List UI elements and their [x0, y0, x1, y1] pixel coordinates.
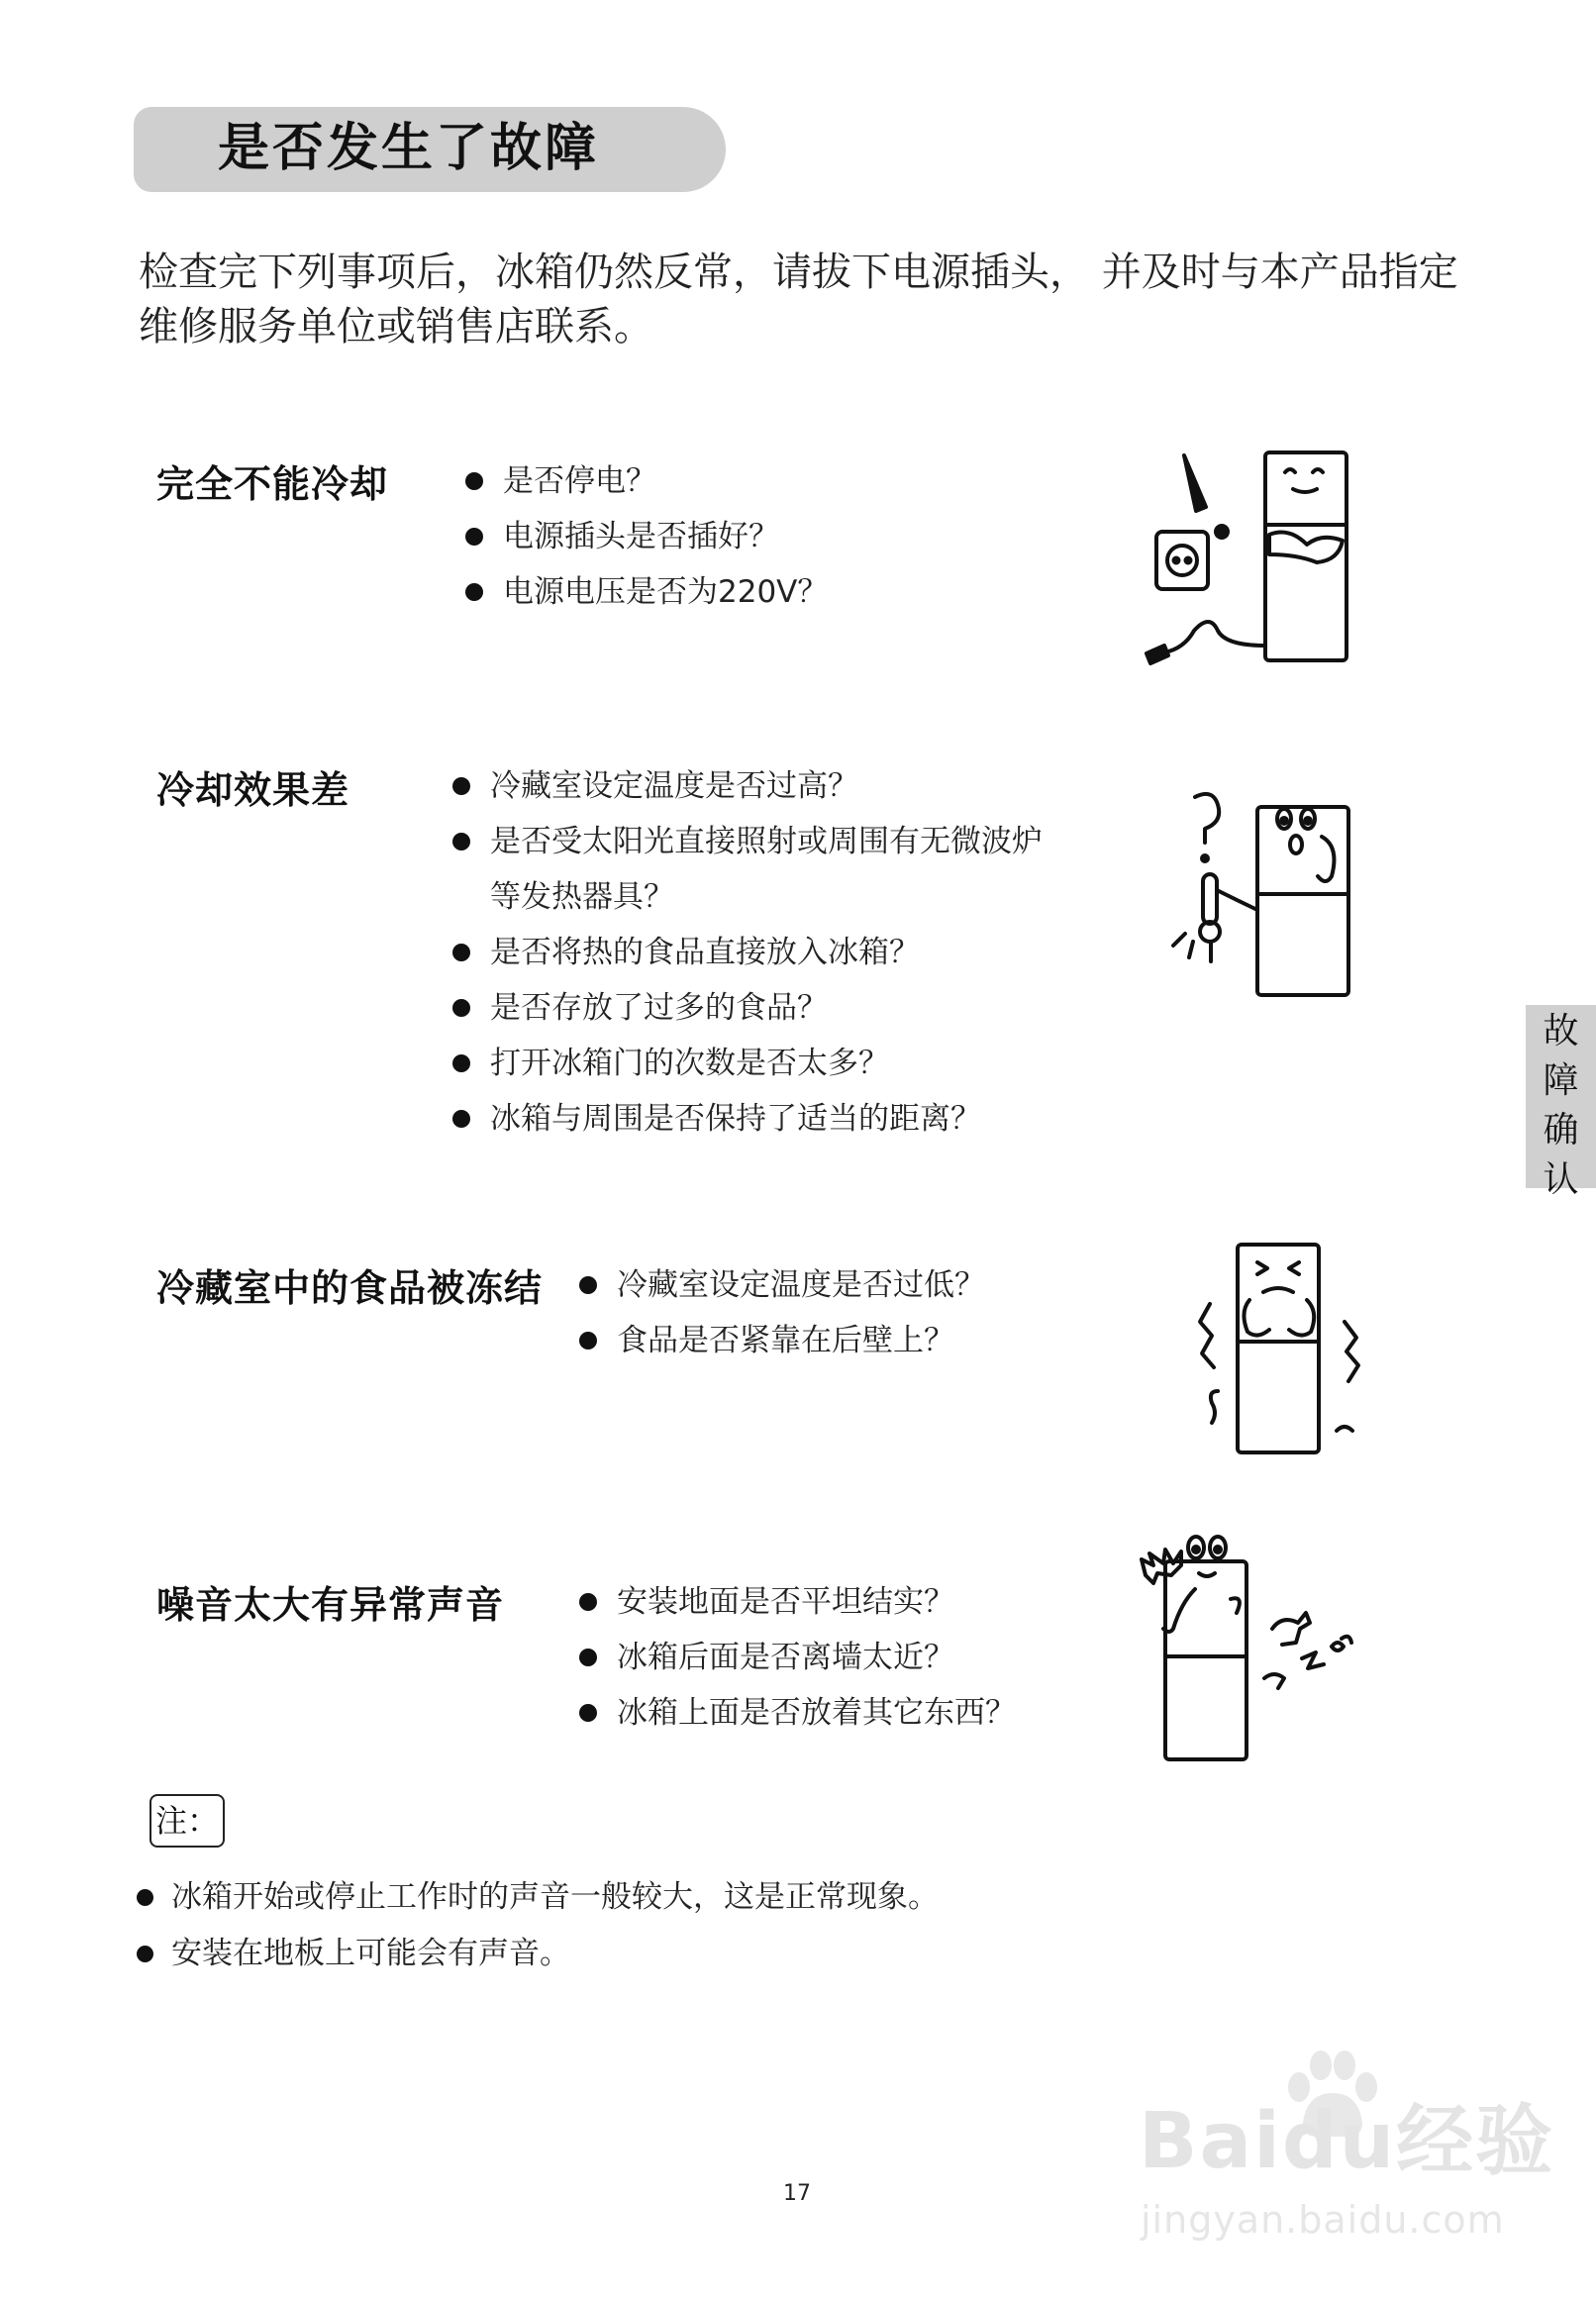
list-item: 是否受太阳光直接照射或周围有无微波炉 [452, 814, 1043, 869]
bullet-dot [137, 1946, 153, 1962]
bullet-dot [452, 777, 470, 795]
checklist-food-frozen [579, 1257, 985, 1368]
note-item: 安装在地板上可能会有声音。 [137, 1926, 939, 1982]
intro-line-2: 维修服务单位或销售店联系。 [139, 304, 653, 350]
list-item: 是否停电？ [465, 453, 828, 509]
note-item: 冰箱开始或停止工作时的声音一般较大，这是正常现象。 [137, 1869, 939, 1926]
section-title-food-frozen: 冷藏室中的食品被冻结 [156, 1266, 544, 1310]
intro-paragraph [139, 246, 1505, 354]
bullet-dot [452, 1110, 470, 1128]
checklist-poor-cooling [452, 758, 1043, 1147]
bullet-dot [452, 944, 470, 961]
fridge-unplugged-icon [1137, 438, 1414, 675]
intro-line-1: 检查完下列事项后，冰箱仍然反常，请拔下电源插头， 并及时与本产品指定 [139, 250, 1458, 295]
watermark [1129, 2050, 1555, 2267]
side-tab-char: 认 [1543, 1159, 1579, 1200]
note-label: 注： [150, 1794, 225, 1848]
bullet-dot [579, 1276, 597, 1294]
bullet-dot [452, 1054, 470, 1072]
side-tab-char: 故 [1543, 1011, 1579, 1051]
watermark-logo: Baidu经验 [1139, 2097, 1555, 2186]
bullet-dot [465, 583, 483, 601]
fridge-noisy-icon [1134, 1530, 1371, 1767]
checklist-no-cooling [465, 453, 828, 620]
bullet-dot [579, 1704, 597, 1722]
notes-list [137, 1869, 939, 1982]
list-item: 食品是否紧靠在后壁上？ [579, 1313, 985, 1368]
bullet-dot [465, 472, 483, 490]
fridge-shivering-icon [1188, 1233, 1366, 1460]
list-item: 冷藏室设定温度是否过低？ [579, 1257, 985, 1313]
list-item-continuation: 等发热器具？ [490, 879, 674, 915]
bullet-dot [579, 1649, 597, 1666]
checklist-abnormal-noise [579, 1574, 1016, 1741]
fridge-thermometer-icon [1153, 787, 1371, 1005]
list-item: 是否存放了过多的食品？ [452, 980, 1043, 1036]
list-item: 安装地面是否平坦结实？ [579, 1574, 1016, 1630]
watermark-url: jingyan.baidu.com [1141, 2198, 1505, 2242]
section-title-poor-cooling: 冷却效果差 [156, 768, 350, 812]
page-number: 17 [783, 2181, 811, 2206]
bullet-dot [452, 833, 470, 850]
section-title-no-cooling: 完全不能冷却 [156, 462, 389, 506]
bullet-dot [452, 999, 470, 1017]
bullet-dot [137, 1889, 153, 1906]
list-item: 冰箱后面是否离墙太近？ [579, 1630, 1016, 1685]
list-item: 电源插头是否插好？ [465, 509, 828, 564]
side-tab-char: 障 [1543, 1060, 1579, 1101]
bullet-dot [579, 1593, 597, 1611]
list-item: 冰箱与周围是否保持了适当的距离？ [452, 1091, 1043, 1147]
list-item: 打开冰箱门的次数是否太多？ [452, 1036, 1043, 1091]
bullet-dot [465, 528, 483, 546]
list-item: 冷藏室设定温度是否过高？ [452, 758, 1043, 814]
section-title-abnormal-noise: 噪音太大有异常声音 [156, 1583, 505, 1627]
side-tab-char: 确 [1543, 1110, 1579, 1150]
side-tab-fault-check [1526, 1005, 1596, 1200]
page-title: 是否发生了故障 [218, 119, 600, 178]
list-item: 冰箱上面是否放着其它东西？ [579, 1685, 1016, 1741]
bullet-dot [579, 1332, 597, 1350]
list-item: 电源电压是否为220V？ [465, 564, 828, 620]
list-item: 是否将热的食品直接放入冰箱？ [452, 925, 1043, 980]
